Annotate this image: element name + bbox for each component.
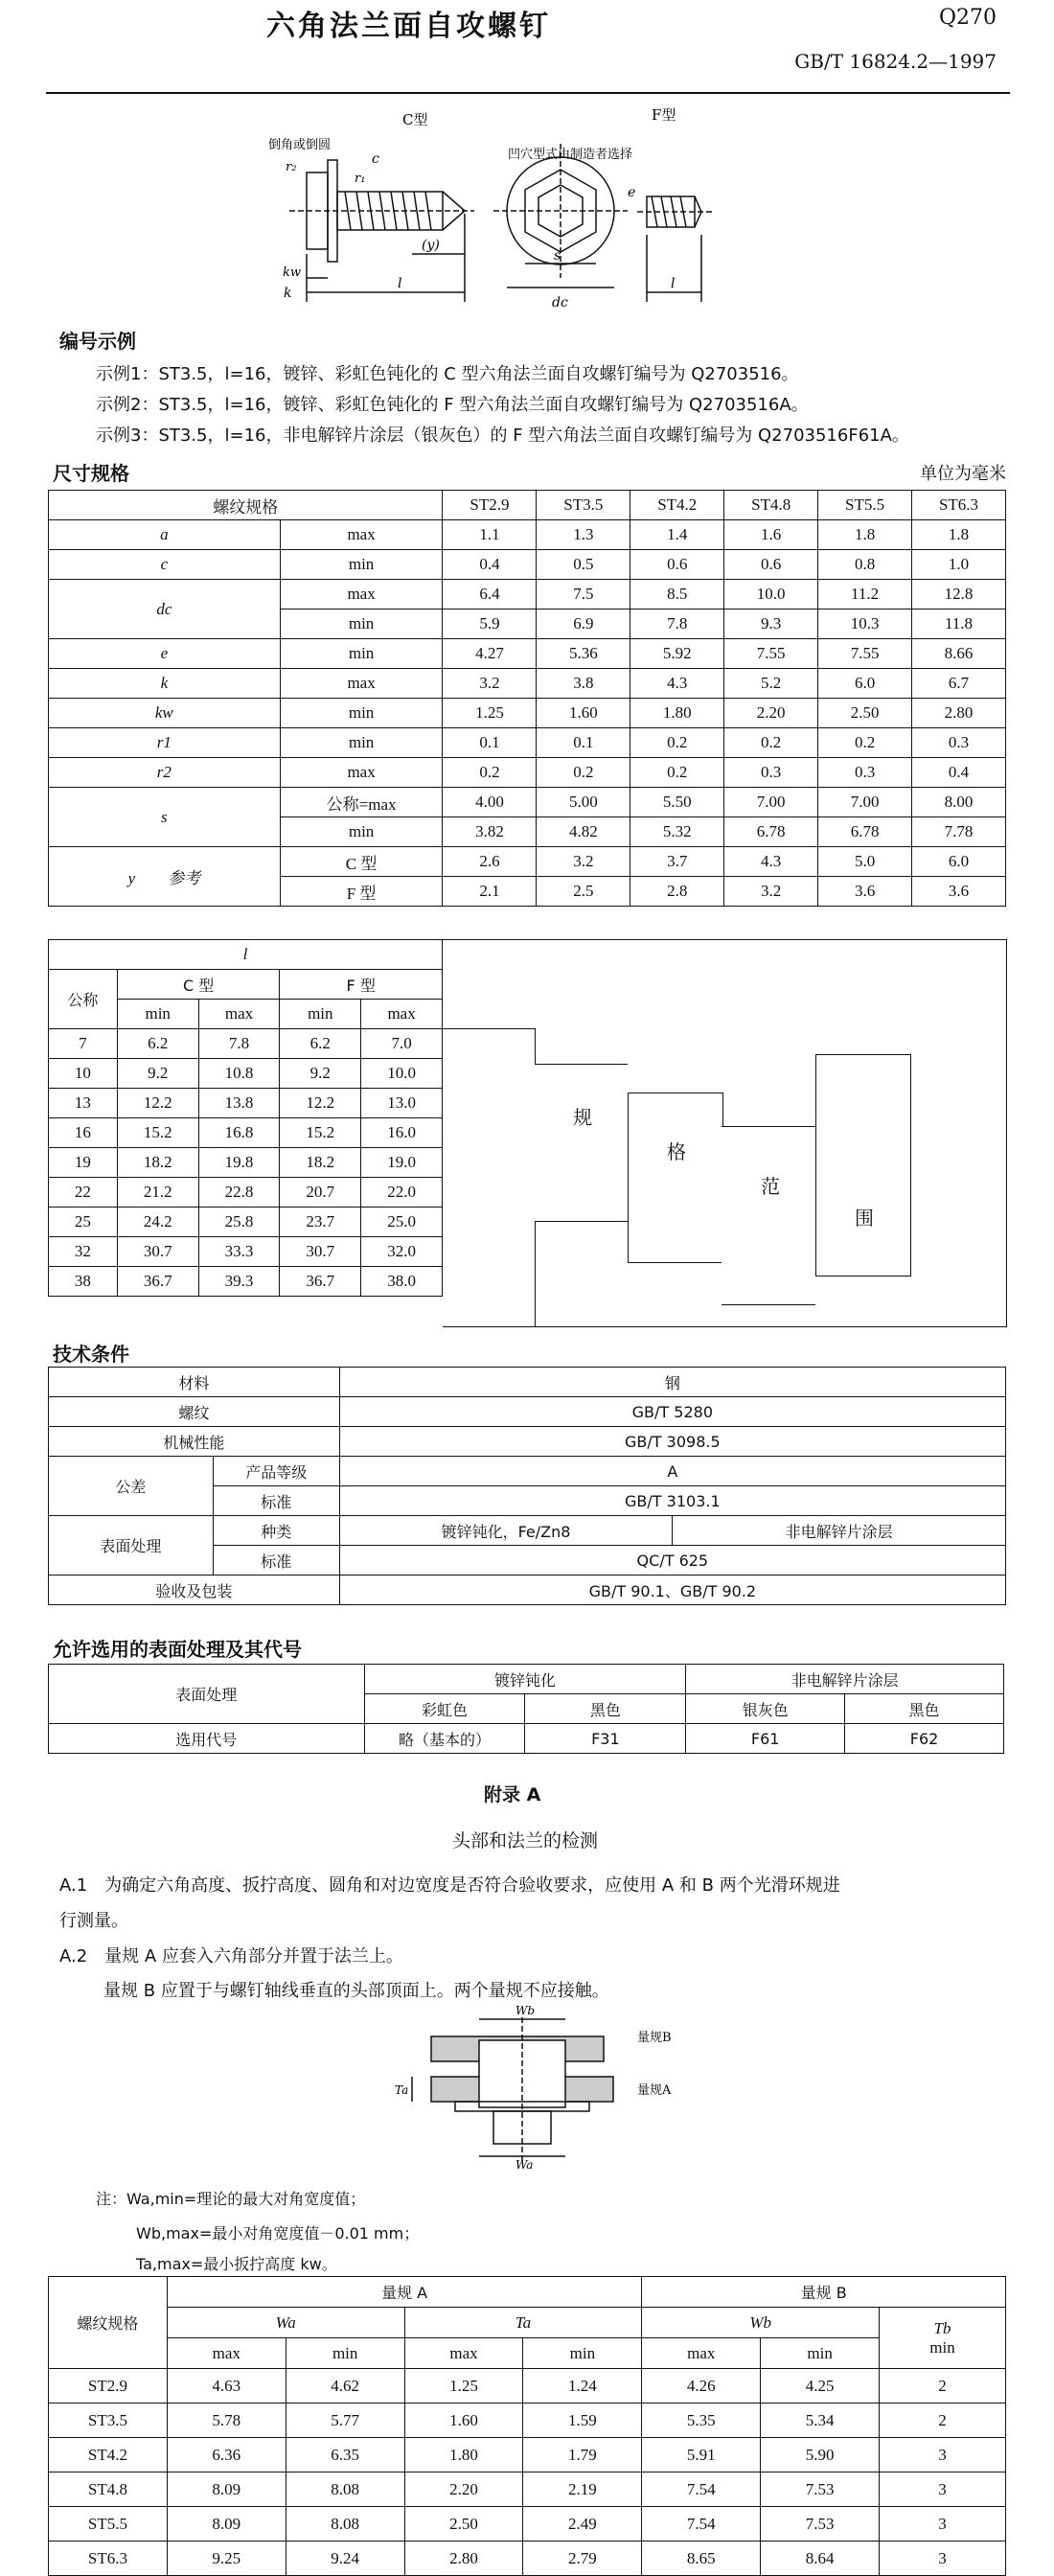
gauge-table: 螺纹规格 量规 A 量规 B Wa Ta Wb Tb min max min max min max min ST2.9 4.63 4.62 1.25 1.24 4.26 4.25 2 ST3.5 5.78 5.77 1.60 1.59 5.35 5.34 2 ST4.2 6.36 6.35 1.80 1.79 5.91 5.90 3 ST4.8 8.09 8.08 2.20 2.19 7.54 7.53 3 ST5.5 8.09 8.08 2.50 2.49 7.54 7.53 3 ST6.3 9.25 9.24 2.80 2.79 8.65 8.64 3: [48, 2276, 1006, 2576]
para-a1-cont: 行测量。: [59, 1911, 128, 1931]
c-type-label: C型: [402, 111, 428, 128]
dim-row: r1 min 0.1 0.1 0.2 0.2 0.2 0.3: [49, 728, 1006, 758]
k-label: k: [284, 286, 292, 301]
r2-label: r₂: [286, 160, 297, 174]
example-3: 示例3：ST3.5，l=16，非电解锌片涂层（银灰色）的 F 型六角法兰面自攻螺钉编号为 Q2703516F61A。: [96, 426, 909, 446]
dim-row: s 公称=max 4.00 5.00 5.50 7.00 7.00 8.00: [49, 788, 1006, 817]
length-row: 16 15.2 16.8 15.2 16.0: [49, 1118, 443, 1148]
spec-header-row: 螺纹规格 ST2.9 ST3.5 ST4.2 ST4.8 ST5.5 ST6.3: [49, 491, 1006, 520]
para-a2-cont: 量规 B 应置于与螺钉轴线垂直的头部顶面上。两个量规不应接触。: [103, 1981, 609, 2001]
recess-note: 凹穴型式由制造者选择: [508, 148, 633, 162]
page-code: Q270: [938, 6, 997, 30]
dim-row: dc max 6.4 7.5 8.5 10.0 11.2 12.8: [49, 580, 1006, 610]
length-row: 22 21.2 22.8 20.7 22.0: [49, 1178, 443, 1208]
chamfer-label: 倒角或倒圆: [268, 138, 332, 152]
range-char-4: 围: [855, 1207, 874, 1230]
r1-label: r₁: [355, 172, 366, 186]
tech-table: 材料 钢 螺纹 GB/T 5280 机械性能 GB/T 3098.5 公差 产品等级 A 标准 GB/T 3103.1 表面处理 种类 镀锌钝化，Fe/Zn8 非电解锌片涂层 标准 QC/T 625 验收及包装 GB/T 90.1、GB/T 90.2: [48, 1367, 1006, 1605]
note-3: Ta,max=最小扳拧高度 kw。: [136, 2255, 337, 2273]
para-a1: A.1 为确定六角高度、扳拧高度、圆角和对边宽度是否符合验收要求，应使用 A 和 B 两个光滑环规进: [59, 1875, 840, 1896]
svg-text:Wa: Wa: [516, 2158, 534, 2171]
f-type-label: F型: [652, 106, 676, 124]
e-label: e: [628, 185, 636, 200]
examples-heading: 编号示例: [59, 330, 136, 353]
length-row: 25 24.2 25.8 23.7 25.0: [49, 1208, 443, 1237]
para-a2: A.2 量规 A 应套入六角部分并置于法兰上。: [59, 1946, 403, 1966]
dim-row: min 3.82 4.82 5.32 6.78 6.78 7.78: [49, 817, 1006, 847]
dc-label: dc: [552, 295, 568, 310]
dims-heading: 尺寸规格: [53, 462, 129, 485]
l-label-f: l: [671, 276, 676, 291]
c-label: c: [372, 151, 379, 167]
dim-row: k max 3.2 3.8 4.3 5.2 6.0 6.7: [49, 669, 1006, 699]
dim-row: kw min 1.25 1.60 1.80 2.20 2.50 2.80: [49, 699, 1006, 728]
tech-heading: 技术条件: [53, 1343, 129, 1366]
l-label: l: [398, 276, 402, 291]
dim-row: e min 4.27 5.36 5.92 7.55 7.55 8.66: [49, 639, 1006, 669]
gauge-a-label: 量规A: [637, 2083, 672, 2098]
range-char-2: 格: [667, 1140, 686, 1163]
example-1: 示例1：ST3.5，l=16，镀锌、彩虹色钝化的 C 型六角法兰面自攻螺钉编号为 Q2703516。: [96, 364, 799, 384]
s-label: s: [554, 248, 561, 264]
length-table: l 公称 C 型 F 型 min max min max 7 6.2 7.8 6.2 7.0 10 9.2 10.8 9.2 10.0 13 12.2 13.8 12.2 13.0 16 15.2 16.8 15.2 16.0 19 18.2 19.8 18.2 19.0 22 21.2 22.8 20.7 22.0 25 24.2 25.8 23.7 25.0 32 30.7 33.3 30.7 32.0 38 36.7 39.3 36.7 38.0: [48, 939, 443, 1297]
gauge-row: ST5.5 8.09 8.08 2.50 2.49 7.54 7.53 3: [49, 2507, 1006, 2542]
svg-text:Ta: Ta: [395, 2083, 409, 2097]
range-char-1: 规: [573, 1106, 592, 1129]
gauge-b-label: 量规B: [637, 2031, 672, 2045]
length-row: 32 30.7 33.3 30.7 32.0: [49, 1237, 443, 1267]
length-row: 10 9.2 10.8 9.2 10.0: [49, 1059, 443, 1089]
gauge-row: ST4.8 8.09 8.08 2.20 2.19 7.54 7.53 3: [49, 2472, 1006, 2507]
dimension-table: [48, 490, 1006, 907]
dim-row: a max 1.1 1.3 1.4 1.6 1.8 1.8: [49, 520, 1006, 550]
appendix-subtitle: 头部和法兰的检测: [452, 1830, 599, 1852]
gauge-diagram: [364, 1998, 690, 2171]
note-1: 注：Wa,min=理论的最大对角宽度值；: [96, 2190, 366, 2208]
svg-text:Wb: Wb: [516, 2004, 536, 2017]
allow-table: 表面处理 镀锌钝化 非电解锌片涂层 彩虹色 黑色 银灰色 黑色 选用代号 略（基本的） F31 F61 F62: [48, 1664, 1004, 1754]
gauge-row: ST2.9 4.63 4.62 1.25 1.24 4.26 4.25 2: [49, 2369, 1006, 2404]
example-2: 示例2：ST3.5，l=16，镀锌、彩虹色钝化的 F 型六角法兰面自攻螺钉编号为 Q2703516A。: [96, 395, 809, 415]
gauge-row: ST6.3 9.25 9.24 2.80 2.79 8.65 8.64 3: [49, 2542, 1006, 2576]
length-row: 13 12.2 13.8 12.2 13.0: [49, 1089, 443, 1118]
appendix-title: 附录 A: [484, 1784, 541, 1806]
screw-drawing: [230, 101, 786, 316]
kw-label: kw: [283, 265, 302, 280]
dim-row: y 参考 C 型 2.6 3.2 3.7 4.3 5.0 6.0: [49, 847, 1006, 877]
dim-row: F 型 2.1 2.5 2.8 3.2 3.6 3.6: [49, 877, 1006, 907]
header-rule: [46, 92, 1010, 94]
length-row: 19 18.2 19.8 18.2 19.0: [49, 1148, 443, 1178]
gauge-row: ST3.5 5.78 5.77 1.60 1.59 5.35 5.34 2: [49, 2404, 1006, 2438]
dim-row: min 5.9 6.9 7.8 9.3 10.3 11.8: [49, 610, 1006, 639]
note-2: Wb,max=最小对角宽度值－0.01 mm；: [136, 2224, 420, 2242]
page-title: 六角法兰面自攻螺钉: [266, 10, 551, 43]
allow-heading: 允许选用的表面处理及其代号: [53, 1638, 302, 1661]
length-row: 38 36.7 39.3 36.7 38.0: [49, 1267, 443, 1297]
length-row: 7 6.2 7.8 6.2 7.0: [49, 1029, 443, 1059]
standard-number: GB/T 16824.2—1997: [794, 50, 997, 73]
gauge-row: ST4.2 6.36 6.35 1.80 1.79 5.91 5.90 3: [49, 2438, 1006, 2472]
y-label: (y): [422, 238, 440, 253]
dim-row: c min 0.4 0.5 0.6 0.6 0.8 1.0: [49, 550, 1006, 580]
range-char-3: 范: [761, 1175, 780, 1198]
dim-row: r2 max 0.2 0.2 0.2 0.3 0.3 0.4: [49, 758, 1006, 788]
unit-label: 单位为毫米: [920, 464, 1006, 484]
